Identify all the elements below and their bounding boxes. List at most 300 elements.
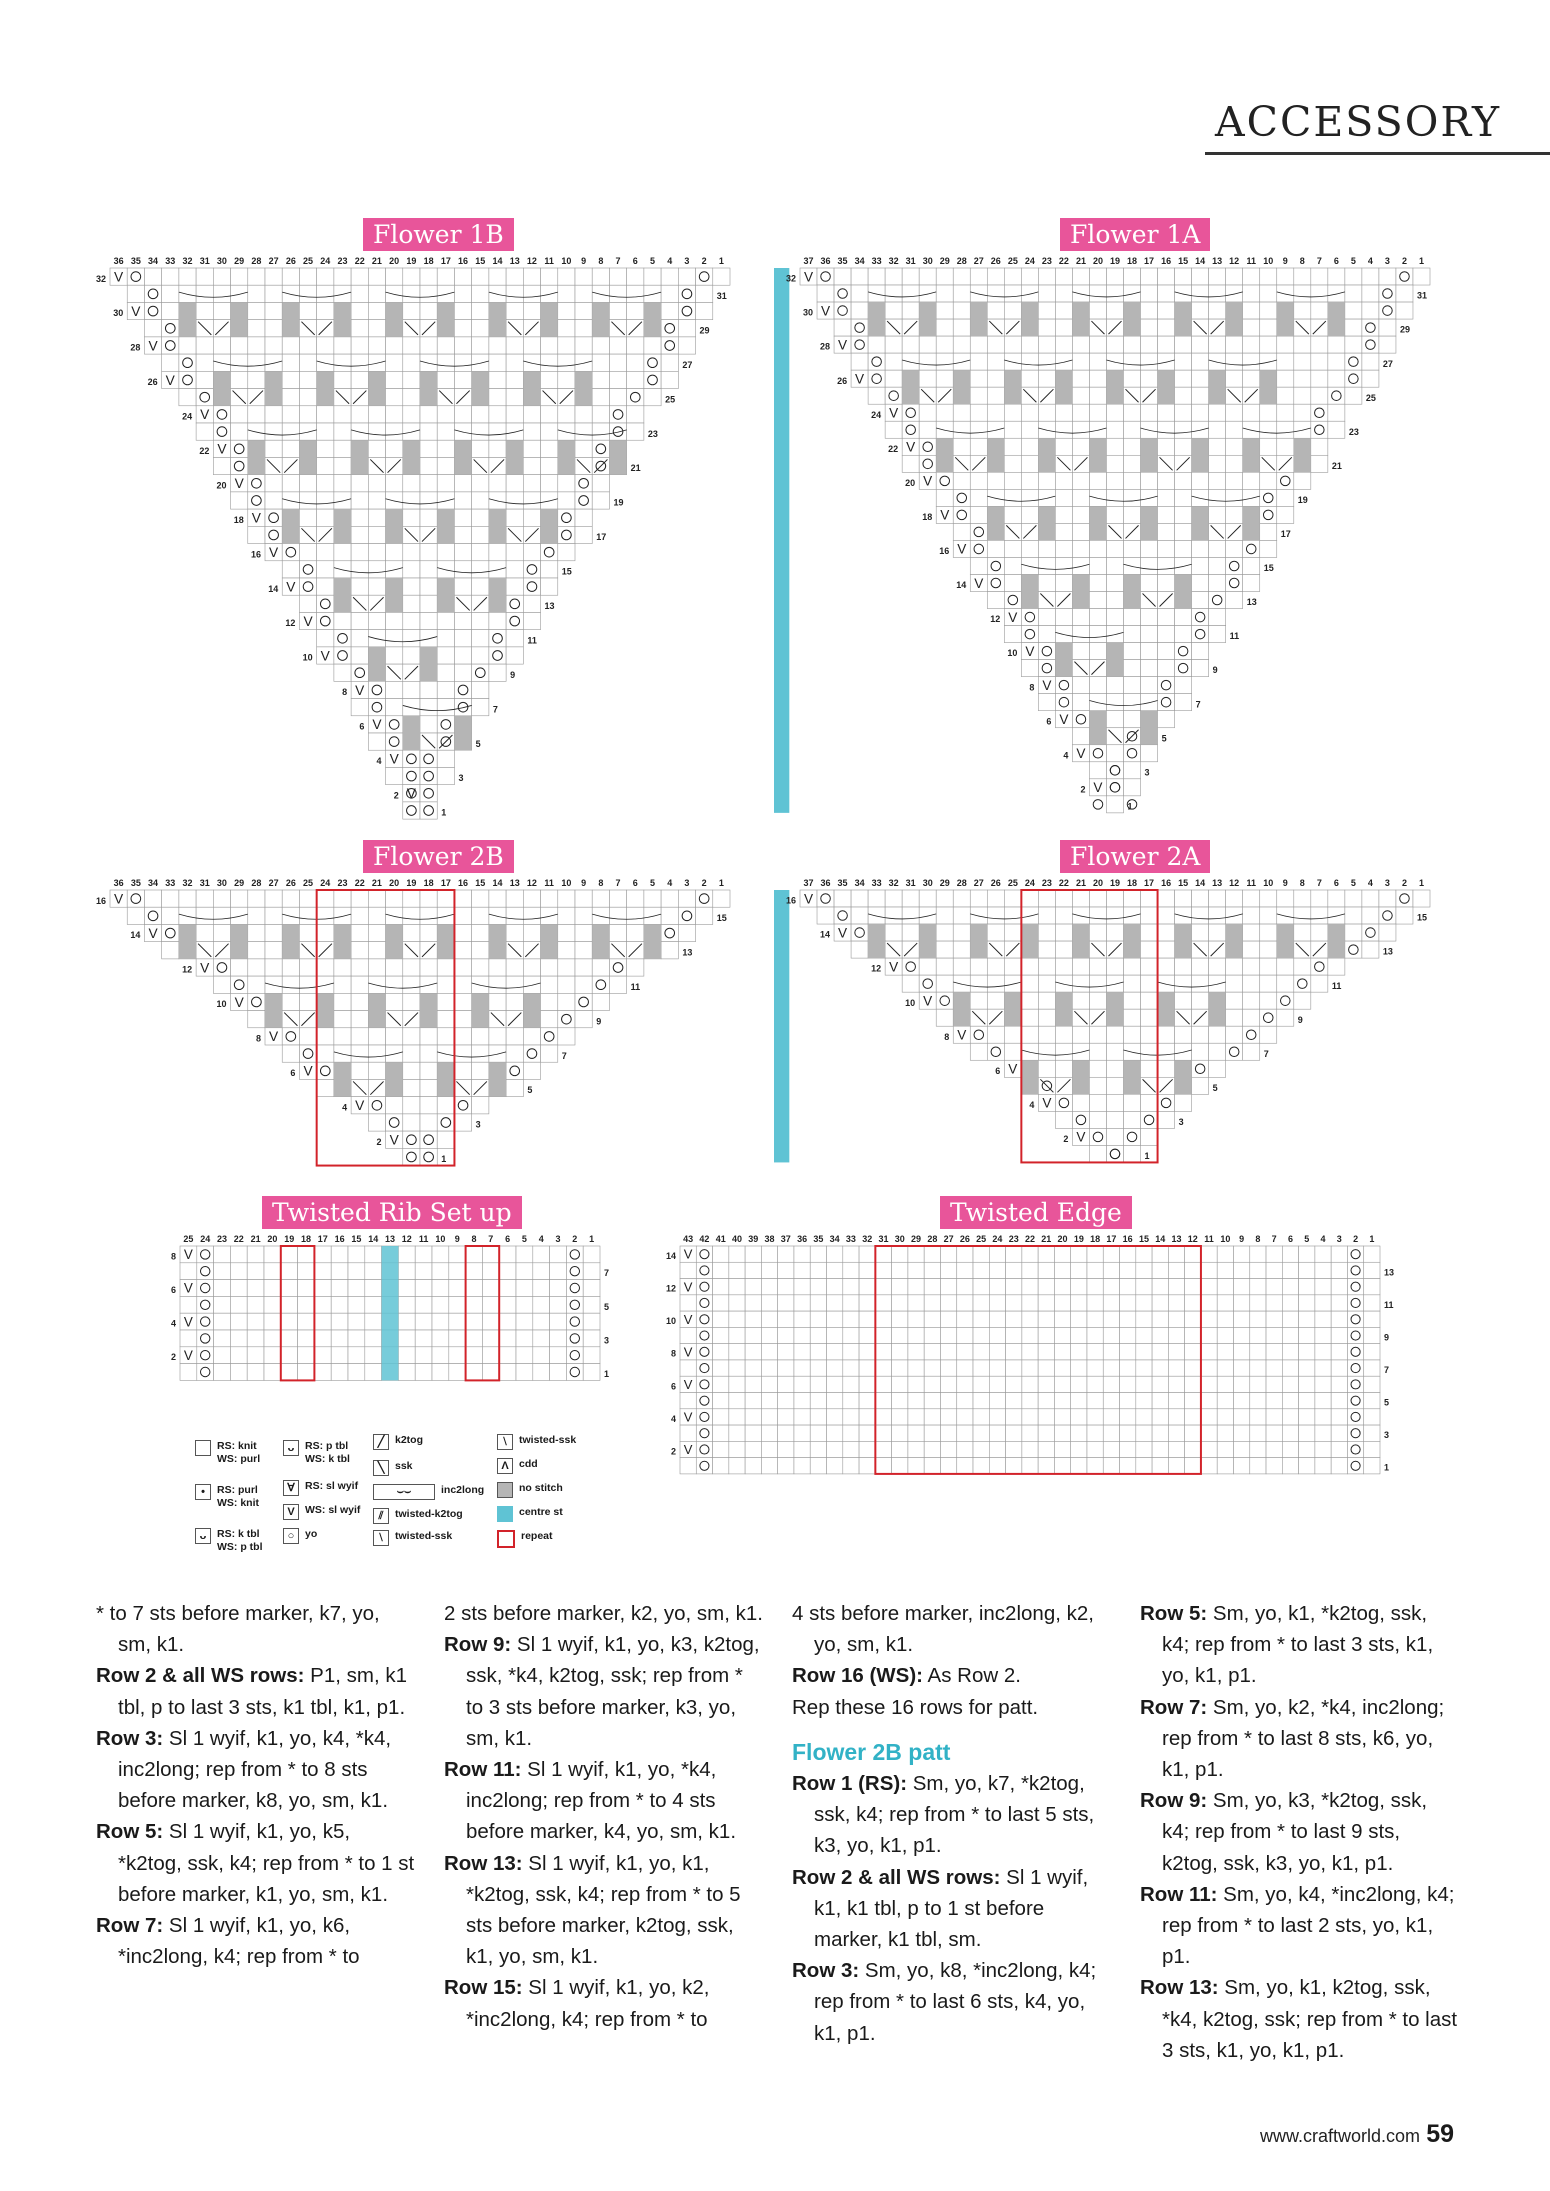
chart-cell (281, 1347, 298, 1364)
chart-cell (541, 1045, 558, 1062)
chart-cell (454, 699, 471, 716)
chart-cell (506, 1079, 523, 1096)
knitting-chart-grid (80, 876, 760, 1186)
chart-cell (583, 1280, 600, 1297)
chart-cell (1004, 455, 1021, 472)
instructions-column-3 (792, 1598, 1112, 2049)
chart-cell (1106, 455, 1123, 472)
chart-cell (1038, 1279, 1054, 1295)
chart-cell (386, 475, 403, 492)
row-number: 31 (716, 291, 727, 301)
chart-cell (248, 406, 265, 423)
chart-cell (516, 1280, 533, 1297)
chart-cell (523, 890, 540, 907)
column-number: 10 (1263, 256, 1274, 266)
chart-cell (1038, 421, 1055, 438)
chart-cell (1089, 268, 1106, 285)
chart-cell (778, 1311, 794, 1327)
chart-cell (902, 421, 919, 438)
knitting-chart-grid (770, 876, 1460, 1186)
chart-cell (1055, 540, 1072, 557)
chart-cell (1089, 421, 1106, 438)
chart-cell (162, 942, 179, 959)
chart-cell (1055, 1060, 1072, 1077)
chart-cell (1087, 1409, 1103, 1425)
chart-cell (351, 526, 368, 543)
chart-cell (197, 1296, 214, 1313)
chart-cell (541, 544, 558, 561)
chart-cell (1168, 1441, 1184, 1457)
chart-cell (1345, 941, 1362, 958)
chart-cell (1347, 1246, 1363, 1262)
chart-cell (1185, 1360, 1201, 1376)
chart-cell (368, 959, 385, 976)
chart-cell (415, 1330, 432, 1347)
chart-cell (523, 595, 540, 612)
chart-cell (609, 423, 626, 440)
chart-cell (179, 337, 196, 354)
chart-cell (331, 1364, 348, 1381)
chart-cell (1106, 907, 1123, 924)
chart-cell (810, 1295, 826, 1311)
chart-cell (523, 976, 540, 993)
chart-cell (843, 1279, 859, 1295)
chart-cell (729, 1311, 745, 1327)
chart-cell (472, 285, 489, 302)
chart-cell (973, 1311, 989, 1327)
chart-cell (1022, 1409, 1038, 1425)
no-stitch-cell (1089, 711, 1106, 745)
chart-cell (1201, 1360, 1217, 1376)
chart-cell (745, 1279, 761, 1295)
chart-cell (745, 1441, 761, 1457)
chart-cell (420, 440, 437, 457)
chart-cell (1185, 1344, 1201, 1360)
chart-cell (1089, 1145, 1106, 1162)
instruction-text: P1, sm, k1 tbl, p to last 3 sts, k1 tbl, k1, p1. (118, 1664, 407, 1719)
chart-cell (696, 1441, 712, 1457)
slip-stitch-icon: V (1076, 1129, 1086, 1145)
chart-cell (696, 1409, 712, 1425)
chart-cell (1233, 1441, 1249, 1457)
chart-cell (299, 285, 316, 302)
chart-cell (403, 561, 420, 578)
chart-cell (627, 924, 644, 941)
chart-cell (499, 1347, 516, 1364)
chart-cell (1396, 890, 1413, 907)
no-stitch-cell (1021, 924, 1038, 958)
chart-cell (810, 1425, 826, 1441)
chart-cell (317, 509, 334, 526)
chart-cell (437, 268, 454, 285)
chart-cell (575, 302, 592, 319)
chart-cell (197, 1347, 214, 1364)
chart-cell (566, 1263, 583, 1280)
chart-cell (368, 612, 385, 629)
chart-cell (454, 561, 471, 578)
chart-cell (472, 406, 489, 423)
chart-cell (1120, 1327, 1136, 1343)
instruction-text: Sm, yo, k7, *k2tog, ssk, k4; rep from * to last 5 sts, k3, yo, k1, p1. (814, 1772, 1095, 1858)
chart-cell (1364, 1295, 1380, 1311)
chart-cell (368, 890, 385, 907)
row-label: Row 3: (96, 1726, 164, 1750)
chart-cell (386, 1097, 403, 1114)
chart-cell (1004, 592, 1021, 609)
chart-cell (1294, 421, 1311, 438)
chart-cell (1103, 1262, 1119, 1278)
chart-cell (1243, 404, 1260, 421)
row-number: 16 (95, 895, 106, 906)
row-number: 1 (441, 1154, 447, 1165)
chart-cell (1185, 1409, 1201, 1425)
column-number: 16 (458, 256, 469, 266)
chart-cell (403, 337, 420, 354)
column-number: 15 (475, 256, 486, 266)
chart-cell (489, 959, 506, 976)
chart-cell (1124, 404, 1141, 421)
chart-cell (1192, 907, 1209, 924)
no-stitch-cell (936, 438, 953, 472)
chart-cell (902, 285, 919, 302)
chart-cell (1158, 404, 1175, 421)
slip-stitch-icon: V (803, 269, 814, 285)
chart-cell (1209, 1043, 1226, 1060)
column-number: 30 (922, 256, 933, 266)
chart-cell (627, 907, 644, 924)
column-number: 25 (303, 256, 314, 266)
chart-cell (1192, 540, 1209, 557)
chart-cell (472, 630, 489, 647)
ssk-icon: ╲ (373, 1460, 389, 1476)
chart-cell (214, 1296, 231, 1313)
chart-cell (1124, 694, 1141, 711)
column-number: 13 (1212, 878, 1223, 888)
chart-cell (334, 492, 351, 509)
chart-cell (506, 285, 523, 302)
row-number: 7 (1263, 1048, 1269, 1059)
chart-cell (1331, 1327, 1347, 1343)
chart-cell (940, 1246, 956, 1262)
chart-cell (550, 1280, 567, 1297)
chart-cell (1021, 489, 1038, 506)
no-stitch-cell (1209, 370, 1226, 404)
chart-cell (575, 890, 592, 907)
chart-cell (1266, 1360, 1282, 1376)
column-number: 10 (435, 1234, 446, 1244)
chart-cell (403, 544, 420, 561)
row-number: 16 (939, 546, 950, 557)
chart-cell (827, 1393, 843, 1409)
no-stitch-cell (1226, 924, 1243, 958)
chart-cell (454, 612, 471, 629)
chart-cell (908, 1360, 924, 1376)
column-number: 11 (544, 256, 554, 266)
chart-cell (403, 993, 420, 1010)
chart-cell (1087, 1327, 1103, 1343)
chart-cell (1192, 557, 1209, 574)
chart-cell (1136, 1246, 1152, 1262)
chart-cell (281, 1280, 298, 1297)
row-number: 11 (1331, 980, 1342, 991)
chart-cell (1175, 557, 1192, 574)
chart-cell (1250, 1344, 1266, 1360)
chart-cell (351, 612, 368, 629)
chart-cell (472, 354, 489, 371)
instruction-text: Sl 1 wyif, k1, yo, k6, *inc2long, k4; rep from * to (118, 1914, 360, 1969)
chart-cell (1277, 404, 1294, 421)
chart-cell (541, 959, 558, 976)
chart-cell (1141, 907, 1158, 924)
no-stitch-cell (1328, 302, 1345, 336)
chart-cell (1185, 1425, 1201, 1441)
chart-cell (437, 544, 454, 561)
chart-cell (317, 907, 334, 924)
chart-cell (1054, 1262, 1070, 1278)
chart-cell (680, 1360, 696, 1376)
instruction-text: Sm, yo, k1, k2tog, ssk, *k4, k2tog, ssk; rep from * to last 3 sts, k1, yo, k1, p1. (1162, 1976, 1458, 2062)
no-stitch-cell (1055, 370, 1072, 404)
chart-cell (678, 924, 695, 941)
chart-cell (558, 285, 575, 302)
chart-cell (1158, 890, 1175, 907)
chart-cell (1158, 285, 1175, 302)
chart-cell (1175, 387, 1192, 404)
chart-cell (454, 544, 471, 561)
chart-cell (696, 302, 713, 319)
chart-cell (575, 907, 592, 924)
chart-cell (1282, 1393, 1298, 1409)
chart-cell (351, 285, 368, 302)
chart-cell (851, 302, 868, 319)
slip-stitch-icon: V (131, 303, 141, 319)
chart-cell (523, 544, 540, 561)
row-number: 14 (268, 583, 279, 594)
chart-cell (885, 907, 902, 924)
chart-cell (282, 890, 299, 907)
chart-cell (506, 354, 523, 371)
chart-cell (1038, 660, 1055, 677)
chart-cell (1021, 907, 1038, 924)
chart-cell (331, 1296, 348, 1313)
chart-cell (827, 1246, 843, 1262)
chart-cell (1243, 941, 1260, 958)
chart-cell (299, 302, 316, 319)
chart-cell (265, 907, 282, 924)
column-number: 31 (905, 256, 916, 266)
chart-cell (1243, 353, 1260, 370)
chart-cell (761, 1425, 777, 1441)
column-number: 1 (1418, 256, 1424, 266)
chart-cell (575, 993, 592, 1010)
chart-cell (1226, 907, 1243, 924)
chart-cell (1226, 285, 1243, 302)
chart-cell (1294, 472, 1311, 489)
chart-cell (386, 561, 403, 578)
chart-cell (817, 890, 834, 907)
chart-cell (489, 423, 506, 440)
chart-cell (1185, 1262, 1201, 1278)
chart-cell (794, 1425, 810, 1441)
chart-cell (541, 492, 558, 509)
no-stitch-cell (1175, 1060, 1192, 1094)
chart-cell (214, 1330, 231, 1347)
chart-cell (778, 1344, 794, 1360)
chart-cell (550, 1246, 567, 1263)
chart-cell (1141, 319, 1158, 336)
chart-cell (902, 404, 919, 421)
chart-cell (1004, 924, 1021, 941)
chart-cell (317, 1062, 334, 1079)
column-number: 15 (1178, 878, 1189, 888)
chart-cell (936, 336, 953, 353)
chart-cell (875, 1246, 891, 1262)
chart-cell (987, 924, 1004, 941)
chart-cell (248, 492, 265, 509)
row-number: 6 (995, 1065, 1001, 1076)
chart-cell (348, 1280, 365, 1297)
chart-cell (386, 337, 403, 354)
chart-cell (1124, 779, 1141, 796)
chart-cell (851, 268, 868, 285)
row-number: 13 (1384, 1267, 1395, 1278)
chart-cell (851, 353, 868, 370)
column-number: 7 (615, 256, 621, 266)
chart-cell (550, 1347, 567, 1364)
chart-cell (1347, 1409, 1363, 1425)
column-number: 5 (649, 256, 656, 266)
chart-cell (334, 561, 351, 578)
chart-cell (162, 268, 179, 285)
chart-cell (936, 890, 953, 907)
column-number: 29 (911, 1234, 922, 1244)
chart-cell (1362, 302, 1379, 319)
chart-cell (794, 1327, 810, 1343)
chart-cell (558, 924, 575, 941)
chart-cell (868, 285, 885, 302)
chart-cell (859, 1425, 875, 1441)
chart-cell (1103, 1279, 1119, 1295)
chart-cell (348, 1263, 365, 1280)
chart-cell (265, 924, 282, 941)
chart-cell (489, 664, 506, 681)
column-number: 26 (990, 256, 1001, 266)
chart-cell (1185, 1311, 1201, 1327)
no-stitch-cell (1209, 992, 1226, 1026)
chart-cell (713, 1425, 729, 1441)
chart-cell (1158, 421, 1175, 438)
chart-cell (583, 1347, 600, 1364)
chart-cell (987, 958, 1004, 975)
slip-stitch-icon: V (906, 439, 916, 455)
chart-cell (609, 268, 626, 285)
chart-cell (1260, 907, 1277, 924)
column-number: 37 (780, 1234, 791, 1244)
chart-cell (403, 750, 420, 767)
chart-cell (1331, 1425, 1347, 1441)
chart-cell (499, 1364, 516, 1381)
no-stitch-cell (1124, 924, 1141, 958)
chart-cell (196, 302, 213, 319)
chart-cell (1022, 1327, 1038, 1343)
chart-cell (609, 406, 626, 423)
chart-cell (936, 992, 953, 1009)
chart-cell (1106, 438, 1123, 455)
chart-cell (466, 1246, 483, 1263)
chart-cell (761, 1441, 777, 1457)
chart-cell (851, 285, 868, 302)
chart-cell (420, 767, 437, 784)
chart-cell (482, 1280, 499, 1297)
chart-cell (868, 336, 885, 353)
chart-cell (810, 1344, 826, 1360)
chart-cell (1226, 1009, 1243, 1026)
no-stitch-cell (1192, 506, 1209, 540)
chart-cell (1124, 455, 1141, 472)
chart-cell (489, 890, 506, 907)
chart-cell (506, 371, 523, 388)
chart-cell (661, 285, 678, 302)
chart-cell (1124, 992, 1141, 1009)
chart-cell (1124, 609, 1141, 626)
chart-cell (1362, 890, 1379, 907)
chart-cell (213, 337, 230, 354)
chart-cell (936, 907, 953, 924)
chart-cell (575, 475, 592, 492)
chart-cell (1021, 421, 1038, 438)
chart-cell (489, 630, 506, 647)
chart-cell (1243, 907, 1260, 924)
chart-cell (1209, 890, 1226, 907)
chart-cell (248, 976, 265, 993)
instruction-text: Rep these 16 rows for patt. (792, 1695, 1039, 1719)
chart-cell (1089, 353, 1106, 370)
chart-cell (247, 1364, 264, 1381)
chart-cell (281, 1313, 298, 1330)
chart-cell (987, 975, 1004, 992)
chart-cell (1299, 1376, 1315, 1392)
chart-cell (386, 890, 403, 907)
chart-cell (1141, 302, 1158, 319)
chart-cell (1243, 1043, 1260, 1060)
row-number: 22 (199, 446, 210, 456)
chart-cell (1152, 1246, 1168, 1262)
chart-cell (489, 561, 506, 578)
chart-cell (1175, 285, 1192, 302)
column-number: 32 (182, 878, 193, 888)
chart-cell (334, 890, 351, 907)
chart-cell (386, 767, 403, 784)
chart-cell (403, 354, 420, 371)
chart-cell (248, 907, 265, 924)
no-stitch-cell (282, 509, 299, 543)
chart-cell (1038, 992, 1055, 1009)
chart-cell (437, 664, 454, 681)
chart-cell (1362, 336, 1379, 353)
chart-cell (281, 1296, 298, 1313)
chart-cell (1054, 1344, 1070, 1360)
chart-cell (351, 561, 368, 578)
chart-cell (432, 1330, 449, 1347)
chart-cell (1168, 1425, 1184, 1441)
row-label: Row 1 (RS): (792, 1772, 908, 1796)
chart-cell (317, 1045, 334, 1062)
chart-cell (1315, 1311, 1331, 1327)
chart-cell (713, 890, 730, 907)
chart-cell (908, 1279, 924, 1295)
chart-cell (1158, 1111, 1175, 1128)
chart-cell (415, 1296, 432, 1313)
